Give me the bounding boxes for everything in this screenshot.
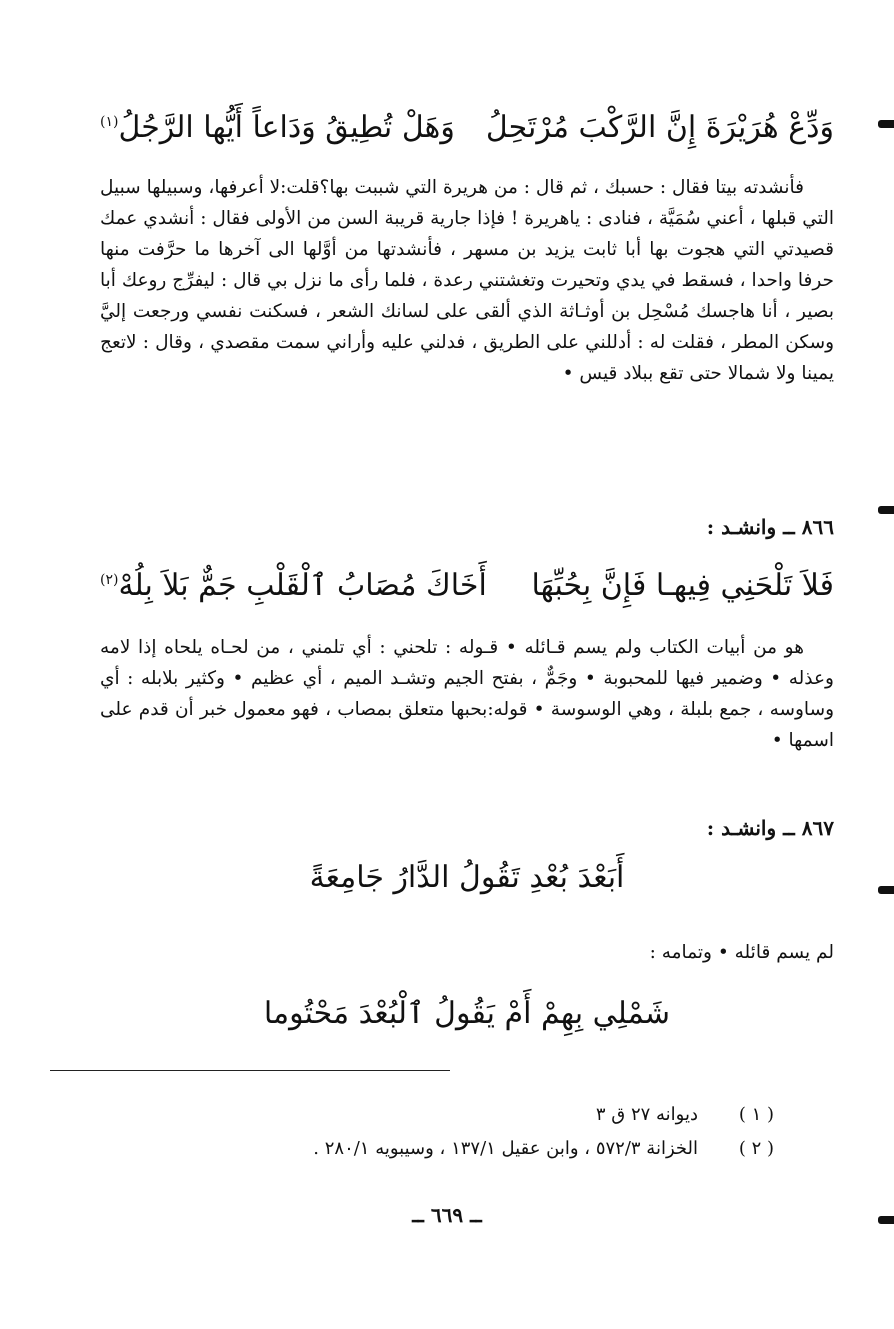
heading-866: ٨٦٦ ــ وانشـد : xyxy=(706,515,834,539)
footnotes xyxy=(100,1098,774,1166)
verse-866-right-hemistich: فَلاَ تَلْحَنِي فِيهـا فَإِنَّ بِحُبِّهَا xyxy=(531,568,834,603)
verse-866-left-hemistich xyxy=(100,556,487,610)
footnote-divider xyxy=(50,1070,450,1071)
verse-top-left-text: وَهَلْ تُطِيقُ وَدَاعاً أَيُّها الرَّجُلُ xyxy=(118,110,455,145)
paragraph-2 xyxy=(100,632,834,756)
footnote-2-text: الخزانة ٥٧٢/٣ ، وابن عقيل ١٣٧/١ ، وسيبويه ٢٨٠/١ . xyxy=(313,1138,698,1159)
footnote-marker-2: (٢) xyxy=(100,572,119,588)
page-number: ــ ٦٦٩ ــ xyxy=(412,1203,482,1227)
paragraph-1-text: فأنشدته بيتا فقال : حسبك ، ثم قال : من هريرة التي شببت بها؟قلت:لا أعرفها، وسبيلها سبيل التي قبلها ، أعني سُمَيَّة ، فنادى : ياهريرة ! فإذا جارية قريبة السن من الأولى فقال : أنشدي عمك قصيدتي التي هجوت بها أبا ثابت يزيد بن مسهر ، فأنشدتها من أوَّلها الى آخرها ما حرَّفت منها حرفا واحدا ، فسقط في يدي وتحيرت وتغشتني رعدة ، فلما رأى ما نزل بي قال : ليفرِّج روعك أبا بصير ، أنا هاجسك مُسْحِل بن أوثـاثة الذي ألقى على لسانك الشعر ، فسكنت نفسي ورجعت إليَّ وسكن المطر ، فقلت له : أدللني على الطريق ، فدلني عليه وأراني سمت مقصدي ، وقال : لاتعج يمينا ولا شمالا حتى تقع ببلاد قيس • xyxy=(100,177,834,384)
footnote-2-number: ( ٢ ) xyxy=(738,1138,774,1159)
footnote-marker-1: (١) xyxy=(100,114,119,130)
scan-edge-mark xyxy=(878,506,894,514)
verse-top-left-hemistich xyxy=(100,98,455,152)
footnote-1-text: ديوانه ٢٧ ق ٣ xyxy=(595,1104,698,1125)
verse-867-first: أَبَعْدَ بُعْدِ تَقُولُ الدَّارُ جَامِعَةً xyxy=(309,860,625,895)
footnote-1-number: ( ١ ) xyxy=(738,1104,774,1125)
paragraph-2-text: هو من أبيات الكتاب ولم يسم قـائله • قـوله : تلحني : أي تلمني ، من لحـاه يلحاه إذا لامه وعذله • وضمير فيها للمحبوبة • وجَمٌّ ، بفتح الجيم وتشـد الميم ، أي عظيم • وكثير بلابله : أي وساوسه ، جمع بلبلة ، وهي الوسوسة • قوله:بحبها متعلق بمصاب ، فهو معمول خبر أن قدم على اسمها • xyxy=(100,637,834,751)
verse-top-right-hemistich: وَدِّعْ هُرَيْرَةَ إِنَّ الرَّكْبَ مُرْتَحِلُ xyxy=(485,110,834,145)
verse-866 xyxy=(100,556,834,610)
verse-866-left-text: أَخَاكَ مُصَابُ ٱلْقَلْبِ جَمٌّ بَلاَ بِلُهْ xyxy=(118,568,487,603)
footnote-1 xyxy=(100,1098,774,1132)
scan-edge-mark xyxy=(878,1216,894,1224)
footnote-2 xyxy=(100,1132,774,1166)
scan-edge-mark xyxy=(878,886,894,894)
verse-top xyxy=(100,98,834,152)
scan-edge-mark xyxy=(878,120,894,128)
paragraph-1 xyxy=(100,172,834,389)
heading-867: ٨٦٧ ــ وانشـد : xyxy=(706,816,834,840)
verse-867-intro: لم يسم قائله • وتمامه : xyxy=(649,942,834,963)
verse-867-second: شَمْلِي بِهِمْ أَمْ يَقُولُ ٱلْبُعْدَ مَحْتُوما xyxy=(263,996,671,1031)
